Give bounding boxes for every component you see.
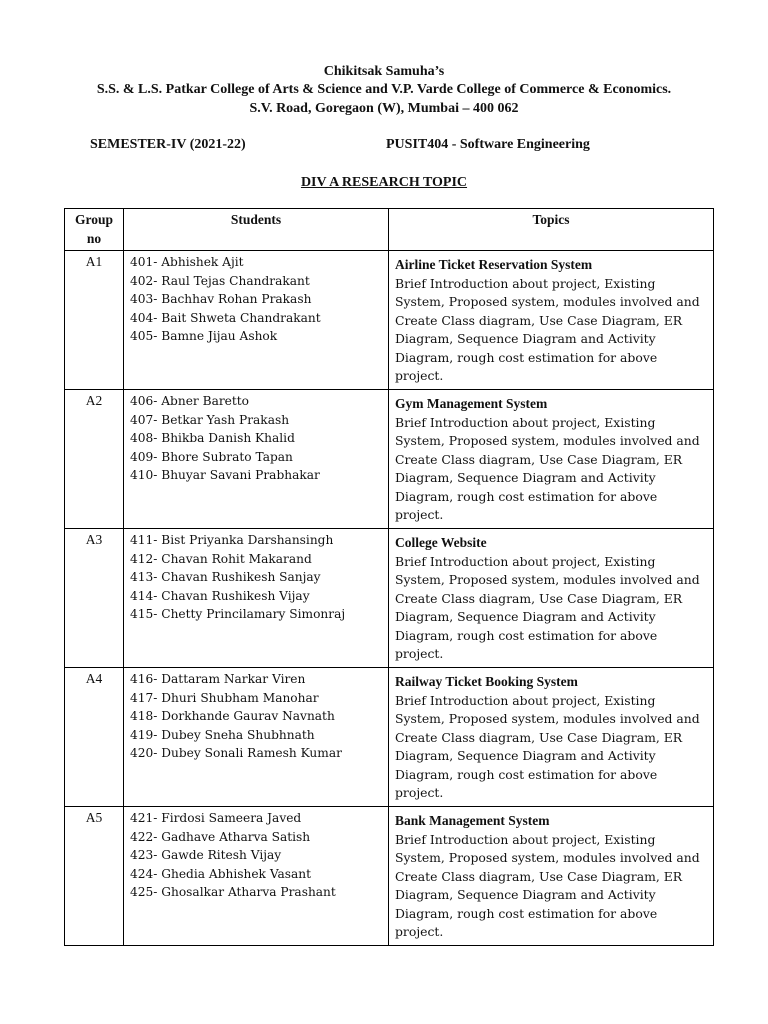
table-header-row: [65, 209, 714, 251]
group-number: A4: [65, 668, 124, 807]
student-entry: 415- Chetty Princilamary Simonraj: [130, 607, 346, 621]
topic-description: Brief Introduction about project, Existing System, Proposed system, modules involved and Create Class diagram, Use Case Diagram, ER Diagram, Sequence Diagram and Activity Diagram, rough cost estimation for above project.: [395, 275, 700, 383]
topic-cell: [389, 807, 714, 946]
header-students: Students: [124, 209, 389, 251]
student-entry: 412- Chavan Rohit Makarand: [130, 551, 312, 566]
student-entry: 416- Dattaram Narkar Viren: [130, 672, 306, 686]
header-group-no: Group no: [65, 209, 124, 251]
student-entry: 414- Chavan Rushikesh Vijay: [130, 588, 310, 603]
student-entry: 422- Gadhave Atharva Satish: [130, 829, 311, 844]
students-cell: [124, 251, 389, 390]
course-label: PUSIT404 - Software Engineering: [386, 137, 590, 152]
page-title: DIV A RESEARCH TOPIC: [300, 175, 468, 190]
student-entry: 413- Chavan Rushikesh Sanjay: [130, 570, 321, 584]
topic-cell: [389, 668, 714, 807]
student-entry: 407- Betkar Yash Prakash: [130, 412, 290, 427]
table-row: [65, 251, 714, 390]
group-number: A1: [65, 251, 124, 390]
group-number: A3: [65, 529, 124, 668]
topic-cell: [389, 529, 714, 668]
topic-title: Airline Ticket Reservation System: [395, 257, 593, 272]
student-entry: 418- Dorkhande Gaurav Navnath: [130, 709, 335, 723]
group-number: A2: [65, 390, 124, 529]
table-row: [65, 390, 714, 529]
student-entry: 423- Gawde Ritesh Vijay: [130, 848, 282, 862]
table-row: [65, 807, 714, 946]
topic-cell: [389, 390, 714, 529]
students-cell: [124, 390, 389, 529]
students-cell: [124, 807, 389, 946]
header-topics: Topics: [389, 209, 714, 251]
college-address: S.V. Road, Goregaon (W), Mumbai – 400 062: [249, 101, 519, 116]
students-cell: [124, 529, 389, 668]
student-entry: 419- Dubey Sneha Shubhnath: [130, 727, 315, 742]
student-entry: 424- Ghedia Abhishek Vasant: [130, 866, 312, 881]
student-entry: 410- Bhuyar Savani Prabhakar: [130, 468, 320, 482]
topic-description: Brief Introduction about project, Existing System, Proposed system, modules involved and Create Class diagram, Use Case Diagram, ER Diagram, Sequence Diagram and Activity Diagram, rough cost estimation for above project.: [395, 692, 700, 800]
student-entry: 406- Abner Baretto: [130, 394, 250, 408]
student-entry: 411- Bist Priyanka Darshansingh: [130, 533, 334, 547]
student-entry: 403- Bachhav Rohan Prakash: [130, 292, 312, 306]
topic-title: Gym Management System: [395, 396, 548, 411]
topic-title: Railway Ticket Booking System: [395, 674, 578, 689]
student-entry: 417- Dhuri Shubham Manohar: [130, 690, 319, 705]
topic-title: College Website: [395, 535, 487, 550]
student-entry: 421- Firdosi Sameera Javed: [130, 811, 302, 825]
topic-description: Brief Introduction about project, Existing System, Proposed system, modules involved and Create Class diagram, Use Case Diagram, ER Diagram, Sequence Diagram and Activity Diagram, rough cost estimation for above project.: [395, 553, 700, 661]
student-entry: 425- Ghosalkar Atharva Prashant: [130, 885, 336, 899]
student-entry: 404- Bait Shweta Chandrakant: [130, 310, 321, 325]
student-entry: 401- Abhishek Ajit: [130, 255, 244, 269]
topic-description: Brief Introduction about project, Existing System, Proposed system, modules involved and Create Class diagram, Use Case Diagram, ER Diagram, Sequence Diagram and Activity Diagram, rough cost estimation for above project.: [395, 414, 700, 522]
topic-description: Brief Introduction about project, Existing System, Proposed system, modules involved and Create Class diagram, Use Case Diagram, ER Diagram, Sequence Diagram and Activity Diagram, rough cost estimation for above project.: [395, 831, 700, 939]
students-cell: [124, 668, 389, 807]
student-entry: 420- Dubey Sonali Ramesh Kumar: [130, 746, 342, 760]
topic-title: Bank Management System: [395, 813, 550, 828]
table-row: [65, 668, 714, 807]
research-topic-table: [64, 208, 714, 946]
institution-name: Chikitsak Samuha’s: [323, 64, 445, 79]
student-entry: 409- Bhore Subrato Tapan: [130, 449, 293, 464]
semester-label: SEMESTER-IV (2021-22): [90, 137, 246, 152]
student-entry: 408- Bhikba Danish Khalid: [130, 431, 295, 445]
college-name: S.S. & L.S. Patkar College of Arts & Science and V.P. Varde College of Commerce & Economics.: [96, 82, 672, 97]
student-entry: 405- Bamne Jijau Ashok: [130, 329, 278, 343]
table-row: [65, 529, 714, 668]
topic-cell: [389, 251, 714, 390]
group-number: A5: [65, 807, 124, 946]
student-entry: 402- Raul Tejas Chandrakant: [130, 273, 310, 288]
